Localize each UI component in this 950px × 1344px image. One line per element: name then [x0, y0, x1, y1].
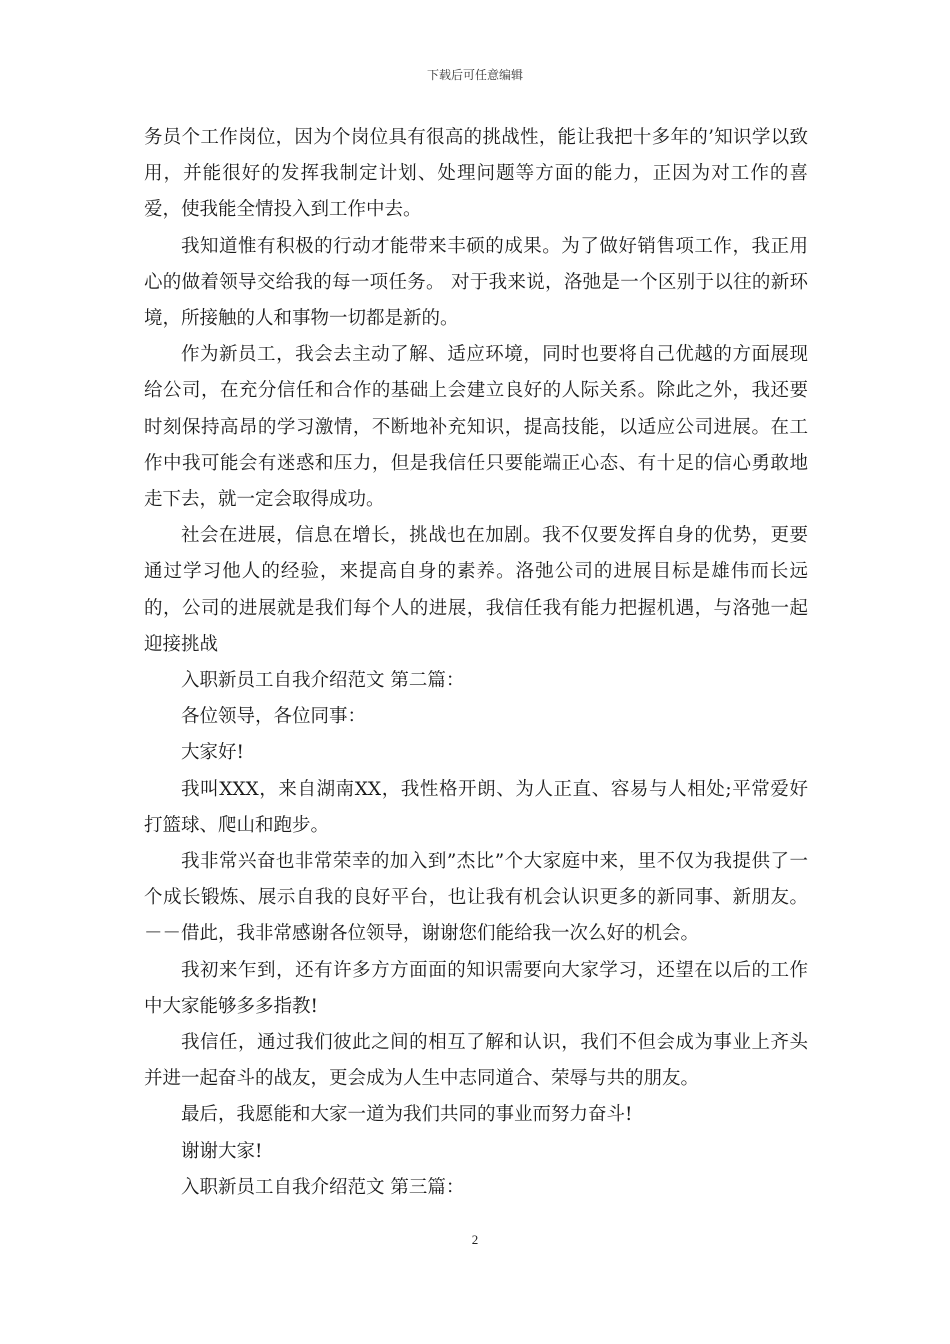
document-body	[144, 120, 808, 1206]
closing: 谢谢大家!	[181, 1140, 263, 1162]
salutation: 各位领导，各位同事：	[181, 706, 367, 728]
paragraph: 务员个工作岗位，因为个岗位具有很高的挑战性，能让我把十多年的’知识学以致用，并能很好的发挥我制定计划、处理问题等方面的能力，正因为对工作的喜爱，使我能全情投入到工作中去。	[144, 127, 808, 221]
paragraph: 我初来乍到，还有许多方方面面的知识需要向大家学习，还望在以后的工作中大家能够多多指教!	[144, 959, 808, 1017]
paragraph: 我信任，通过我们彼此之间的相互了解和认识，我们不但会成为事业上齐头并进一起奋斗的战友，更会成为人生中志同道合、荣辱与共的朋友。	[144, 1032, 808, 1090]
paragraph: 最后，我愿能和大家一道为我们共同的事业而努力奋斗!	[181, 1104, 633, 1126]
section-heading: 入职新员工自我介绍范文 第三篇：	[181, 1176, 465, 1198]
paragraph: 我非常兴奋也非常荣幸的加入到”杰比”个大家庭中来，里不仅为我提供了一个成长锻炼、展示自我的良好平台，也让我有机会认识更多的新同事、新朋友。－－借此，我非常感谢各位领导，谢谢您们能给我一次么好的机会。	[144, 851, 808, 945]
paragraph: 我叫XXX，来自湖南XX，我性格开朗、为人正直、容易与人相处;平常爱好打篮球、爬山和跑步。	[144, 778, 808, 836]
paragraph: 作为新员工，我会去主动了解、适应环境，同时也要将自己优越的方面展现给公司，在充分信任和合作的基础上会建立良好的人际关系。除此之外，我还要时刻保持高昂的学习激情，不断地补充知识，提高技能，以适应公司进展。在工作中我可能会有迷惑和压力，但是我信任只要能端正心态、有十足的信心勇敢地走下去，就一定会取得成功。	[144, 344, 808, 511]
page-header: 下载后可任意编辑	[426, 68, 523, 82]
paragraph: 社会在进展，信息在增长，挑战也在加剧。我不仅要发挥自身的优势，更要通过学习他人的经验，来提高自身的素养。洛弛公司的进展目标是雄伟而长远的，公司的进展就是我们每个人的进展，我信任我有能力把握机遇，与洛弛一起迎接挑战	[144, 525, 808, 655]
greeting: 大家好!	[181, 742, 244, 764]
section-heading: 入职新员工自我介绍范文 第二篇：	[181, 670, 465, 692]
page-number: 2	[471, 1232, 479, 1247]
paragraph: 我知道惟有积极的行动才能带来丰硕的成果。为了做好销售项工作，我正用心的做着领导交给我的每一项任务。 对于我来说，洛弛是一个区别于以往的新环境，所接触的人和事物一切都是新的。	[144, 235, 808, 330]
